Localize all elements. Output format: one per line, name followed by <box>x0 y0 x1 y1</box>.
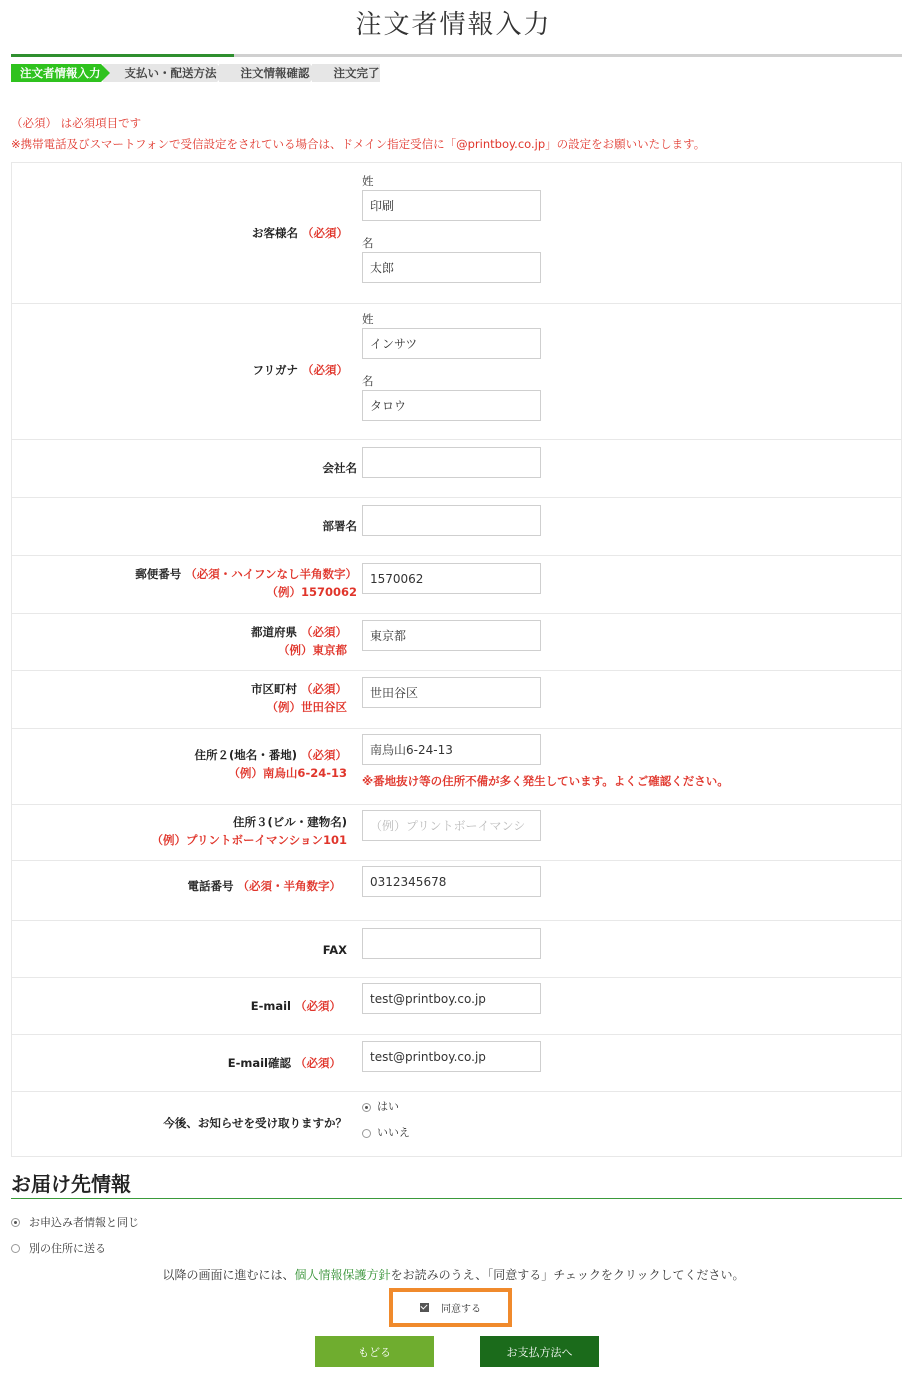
fax-label: FAX <box>322 943 347 957</box>
row-city <box>12 670 901 728</box>
city-input[interactable] <box>362 677 541 708</box>
last-name-label: 姓 <box>362 174 374 188</box>
address3-input[interactable] <box>362 810 541 841</box>
email-input[interactable] <box>362 983 541 1014</box>
radio-unselected-icon[interactable] <box>11 1244 20 1253</box>
email-confirm-label: E-mail確認 （必須） <box>227 1056 341 1070</box>
fax-input[interactable] <box>362 928 541 959</box>
row-fax <box>12 920 901 977</box>
email-confirm-input[interactable] <box>362 1041 541 1072</box>
privacy-policy-link[interactable]: 個人情報保護方針 <box>294 1268 391 1282</box>
row-furigana <box>12 303 901 439</box>
row-postal-code <box>12 555 901 613</box>
customer-name-label: お客様名 （必須） <box>251 226 348 240</box>
address2-input[interactable] <box>362 734 541 765</box>
progress-bar <box>11 54 902 57</box>
progress-bar-fill <box>11 54 234 57</box>
department-input[interactable] <box>362 505 541 536</box>
first-name-input[interactable] <box>362 252 541 283</box>
mobile-domain-notice: ※携帯電話及びスマートフォンで受信設定をされている場合は、ドメイン指定受信に「@printboy.co.jp」の設定をお願いいたします。 <box>11 137 706 151</box>
company-label: 会社名 <box>322 461 357 475</box>
furigana-first-label: 名 <box>362 374 374 388</box>
row-address2 <box>12 728 901 804</box>
postal-code-example: （例）1570062 <box>266 585 357 599</box>
delivery-section-title: お届け先情報 <box>11 1172 131 1196</box>
furigana-last-label: 姓 <box>362 312 374 326</box>
row-prefecture <box>12 613 901 670</box>
row-phone <box>12 860 901 920</box>
prefecture-label: 都道府県 （必須） （例）東京都 <box>12 623 347 659</box>
newsletter-option-yes[interactable]: はい <box>362 1100 410 1114</box>
step-order-confirm: 注文情報確認 <box>219 64 310 82</box>
delivery-option-same[interactable]: お申込み者情報と同じ <box>11 1214 139 1230</box>
radio-unselected-icon[interactable] <box>362 1129 371 1138</box>
step-order-complete: 注文完了 <box>312 64 380 82</box>
city-example: （例）世田谷区 <box>266 700 347 714</box>
delivery-option-other[interactable]: 別の住所に送る <box>11 1240 106 1256</box>
newsletter-label: 今後、お知らせを受け取りますか？ <box>163 1116 347 1130</box>
row-address3 <box>12 804 901 860</box>
row-email-confirm <box>12 1034 901 1091</box>
phone-input[interactable] <box>362 866 541 897</box>
postal-code-label: 郵便番号 （必須・ハイフンなし半角数字） （例）1570062 <box>12 565 357 601</box>
step-customer-info: 注文者情報入力 <box>11 64 101 82</box>
prefecture-example: （例）東京都 <box>278 643 347 657</box>
postal-code-input[interactable] <box>362 563 541 594</box>
row-newsletter <box>12 1091 901 1156</box>
agree-label: 同意する <box>441 1304 481 1315</box>
newsletter-option-no[interactable]: いいえ <box>362 1126 410 1140</box>
department-label: 部署名 <box>322 519 357 533</box>
agree-checkbox-container[interactable] <box>389 1288 512 1327</box>
last-name-input[interactable] <box>362 190 541 221</box>
back-button[interactable]: もどる <box>315 1336 434 1367</box>
phone-label: 電話番号 （必須・半角数字） <box>187 879 341 893</box>
row-customer-name <box>12 163 901 303</box>
first-name-label: 名 <box>362 236 374 250</box>
address3-label: 住所３(ビル・建物名) （例）プリントボーイマンション101 <box>12 813 347 849</box>
furigana-label: フリガナ （必須） <box>252 363 348 377</box>
city-label: 市区町村 （必須） （例）世田谷区 <box>12 680 347 716</box>
prefecture-input[interactable] <box>362 620 541 651</box>
next-payment-button[interactable]: お支払方法へ <box>480 1336 599 1367</box>
address-warning: ※番地抜け等の住所不備が多く発生しています。よくご確認ください。 <box>362 774 729 788</box>
privacy-instruction: 以降の画面に進むには、個人情報保護方針をお読みのうえ、「同意する」チェックをクリックしてください。 <box>162 1268 745 1282</box>
step-payment-shipping: 支払い・配送方法 <box>103 64 217 82</box>
section-divider <box>11 1198 902 1199</box>
row-company <box>12 439 901 497</box>
address3-example: （例）プリントボーイマンション101 <box>151 833 347 847</box>
customer-form <box>11 162 902 1157</box>
checkbox-checked-icon[interactable] <box>420 1303 429 1312</box>
row-email <box>12 977 901 1034</box>
address2-label: 住所２(地名・番地) （必須） （例）南烏山6-24-13 <box>12 746 347 782</box>
radio-selected-icon[interactable] <box>362 1103 371 1112</box>
step-indicator <box>11 64 382 82</box>
address2-example: （例）南烏山6-24-13 <box>228 766 347 780</box>
required-notice: （必須） は必須項目です <box>11 116 142 130</box>
page-title: 注文者情報入力 <box>355 10 552 40</box>
company-input[interactable] <box>362 447 541 478</box>
furigana-first-input[interactable] <box>362 390 541 421</box>
furigana-last-input[interactable] <box>362 328 541 359</box>
row-department <box>12 497 901 555</box>
email-label: E-mail （必須） <box>250 999 341 1013</box>
radio-selected-icon[interactable] <box>11 1218 20 1227</box>
